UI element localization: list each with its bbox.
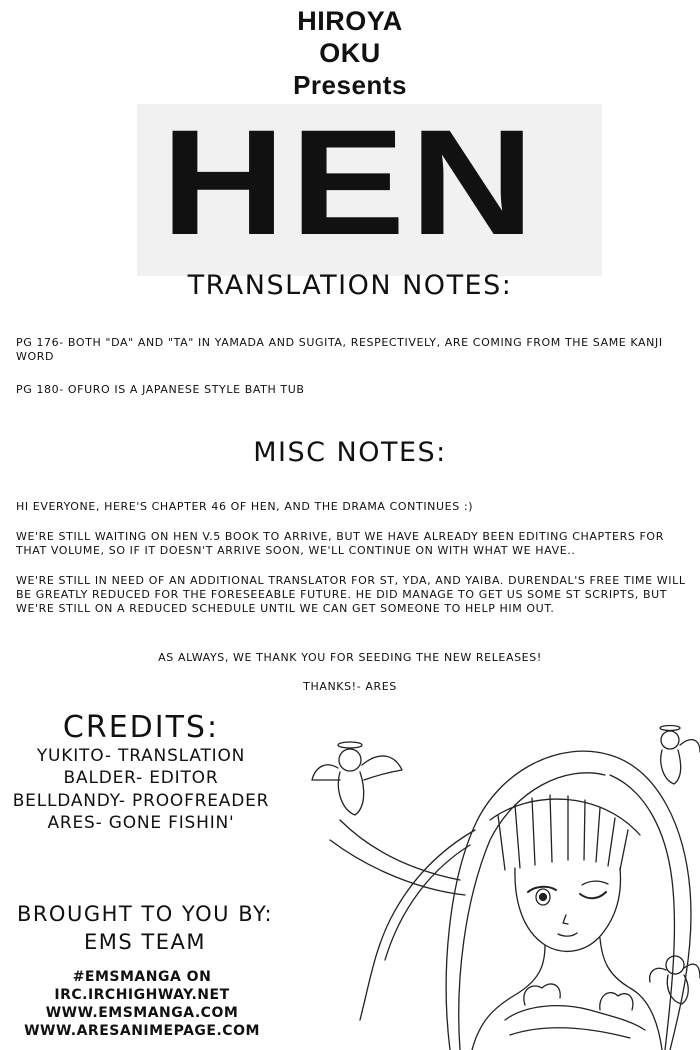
credits-heading: CREDITS: bbox=[62, 710, 220, 745]
misc-note-2: WE'RE STILL WAITING ON HEN V.5 BOOK TO ARRIVE, BUT WE HAVE ALREADY BEEN EDITING CHAPTERS FOR THAT VOLUME, SO IF IT DOESN'T ARRIVE SOON, WE'LL CONTINUE ON WITH WHAT WE HAVE.. bbox=[16, 530, 664, 557]
website-link[interactable]: WWW.ARESANIMEPAGE.COM bbox=[24, 1023, 260, 1039]
translation-note-2: PG 180- OFURO IS A JAPANESE STYLE BATH TUB bbox=[16, 383, 305, 396]
credit-line: ARES- GONE FISHIN' bbox=[47, 813, 235, 833]
credit-line: BELLDANDY- PROOFREADER bbox=[12, 791, 270, 811]
author-line1: HIROYA bbox=[297, 6, 403, 36]
team-name: EMS TEAM bbox=[84, 930, 206, 954]
irc-channel: #EMSMANGA ON bbox=[72, 969, 212, 985]
series-title: HEN bbox=[160, 98, 539, 266]
brought-to-you-heading: BROUGHT TO YOU BY: bbox=[16, 902, 274, 926]
misc-note-thanks-seeding: AS ALWAYS, WE THANK YOU FOR SEEDING THE NEW RELEASES! bbox=[158, 651, 542, 664]
credit-line: BALDER- EDITOR bbox=[63, 768, 219, 788]
misc-note-3: WE'RE STILL IN NEED OF AN ADDITIONAL TRANSLATOR FOR ST, YDA, AND YAIBA. DURENDAL'S FREE TIME WILL BE GREATLY REDUCED FOR THE FORESEEABLE FUTURE. HE DID MANAGE TO GET US SOME ST SCRIPTS, BUT WE'RE STILL ON A REDUCED SCHEDULE UNTIL WE CAN GET SOMEONE TO HELP HIM OUT. bbox=[16, 574, 686, 615]
translation-notes-heading: TRANSLATION NOTES: bbox=[187, 270, 513, 301]
translation-note-1: PG 176- BOTH "DA" AND "TA" IN YAMADA AND SUGITA, RESPECTIVELY, ARE COMING FROM THE SAME KANJI WORD bbox=[16, 336, 663, 363]
website-link[interactable]: WWW.EMSMANGA.COM bbox=[45, 1005, 239, 1021]
credit-line: YUKITO- TRANSLATION bbox=[36, 746, 246, 766]
manga-illustration bbox=[300, 720, 700, 1050]
presents-label: Presents bbox=[293, 70, 407, 100]
irc-server: IRC.IRCHIGHWAY.NET bbox=[54, 987, 230, 1003]
misc-note-signoff: THANKS!- ARES bbox=[303, 680, 397, 693]
author-line2: OKU bbox=[319, 38, 381, 68]
misc-notes-heading: MISC NOTES: bbox=[253, 437, 447, 468]
misc-note-1: HI EVERYONE, HERE'S CHAPTER 46 OF HEN, AND THE DRAMA CONTINUES :) bbox=[16, 500, 474, 513]
